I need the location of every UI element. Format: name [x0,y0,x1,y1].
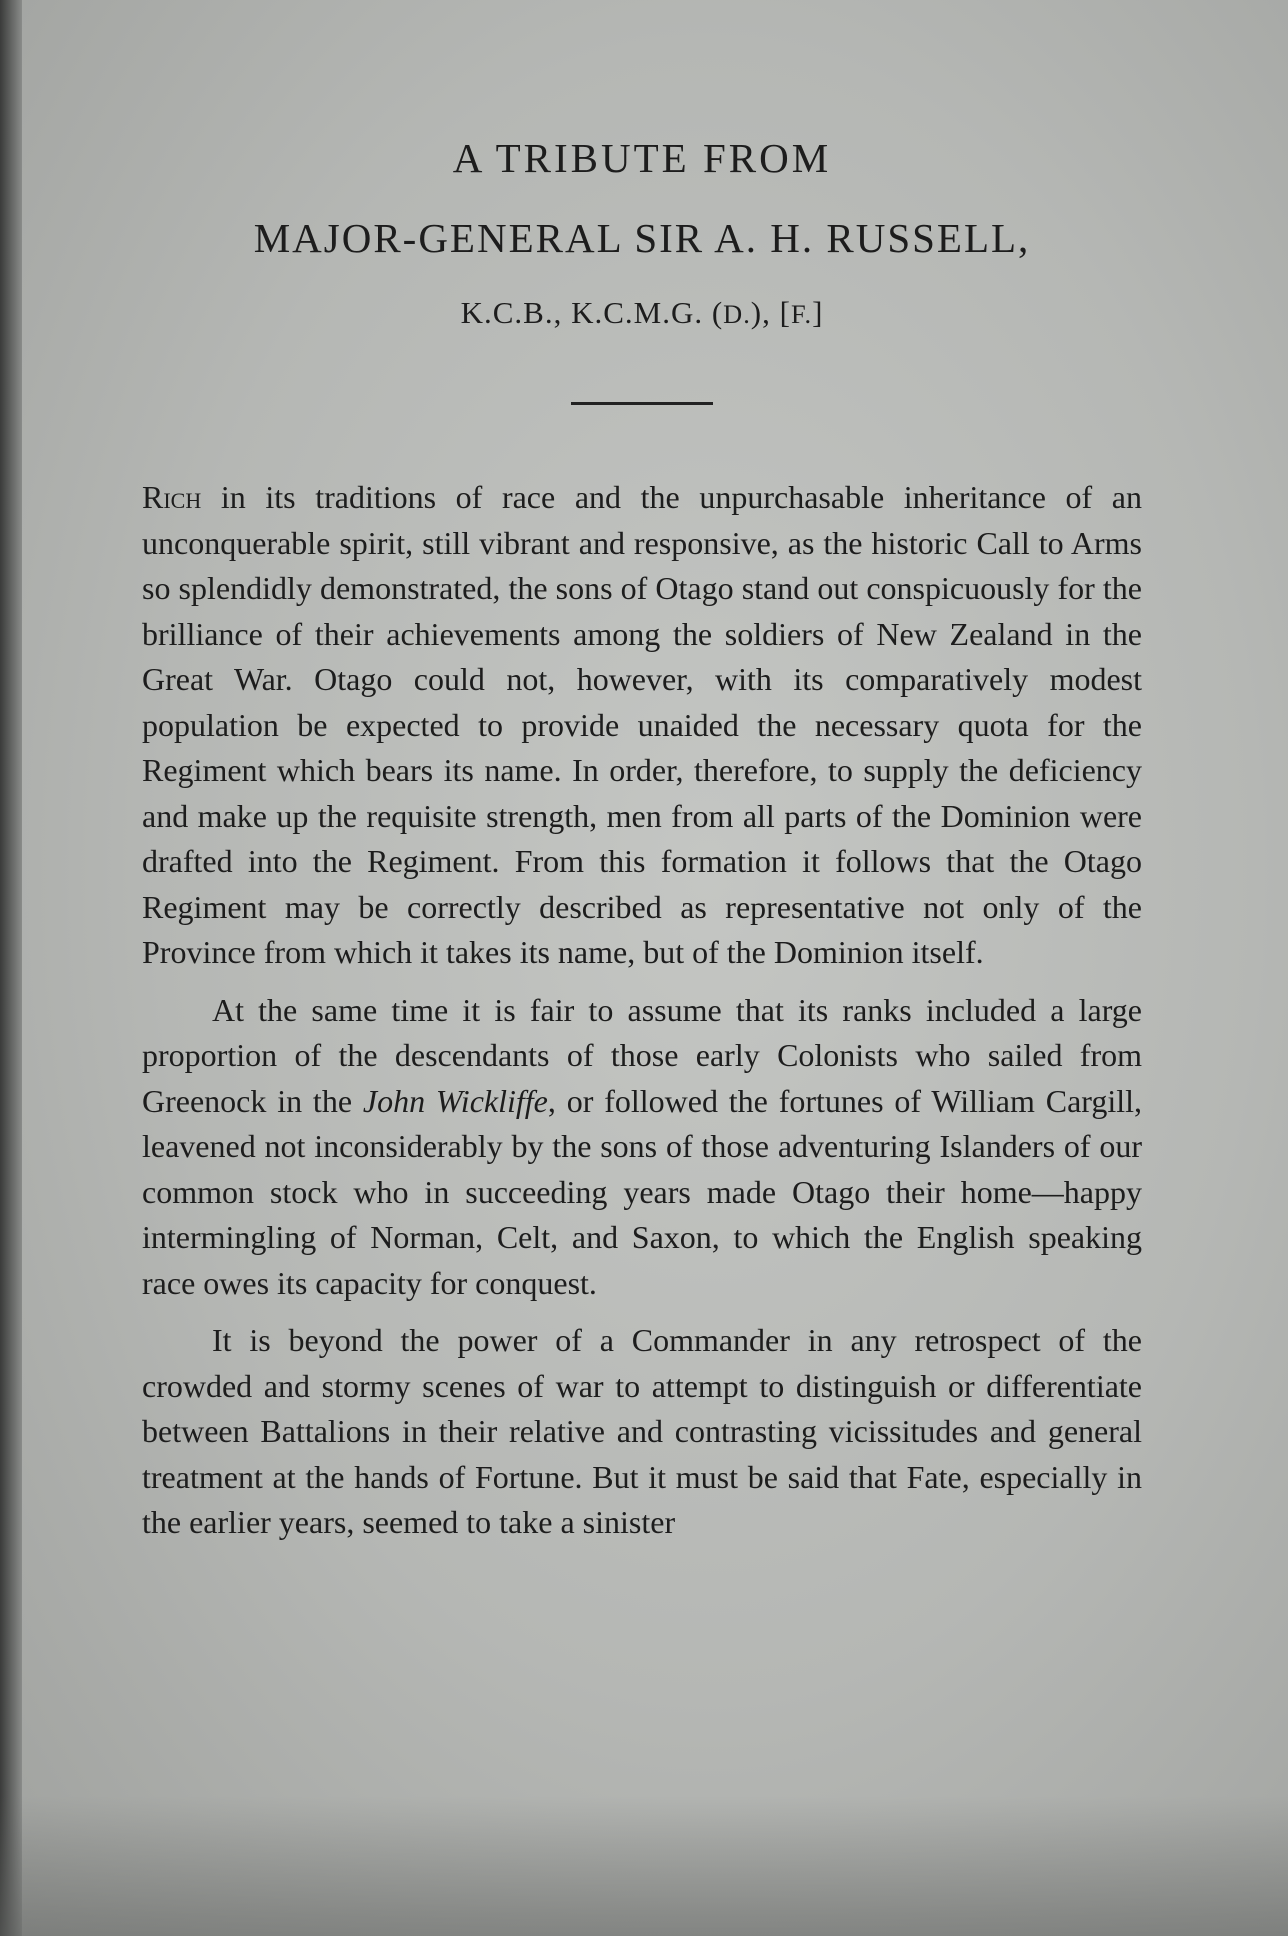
paragraph-2-text-a: At the same time it is fair to assume that its ranks included a large proportion of the descendants of those early Colonists who sailed from Greenock in the [142,991,1142,1119]
page-gutter-shadow [0,0,22,1936]
title-line-2: MAJOR-GENERAL SIR A. H. RUSSELL, [253,215,1031,261]
paragraph-2-text-b: , or followed the fortunes of William Cargill, leavened not inconsiderably by the sons of those adventuring Islanders of our common stock who in succeeding years made Otago their home—happy intermingling of Norman, Celt, and Saxon, to which the English speaking race owes its capacity for conquest. [142,1082,1143,1301]
opening-word: Rich [142,479,202,515]
title-line-1: A TRIBUTE FROM [452,135,832,181]
page-bottom-shadow [0,1796,1288,1936]
honours-d: D. [723,300,751,329]
honours-f: F. [790,300,813,329]
ship-name: John Wickliffe [362,1082,548,1119]
honours-line [142,288,1142,340]
paragraph-1-text: in its traditions of race and the unpurchasable inheritance of an unconquerable spirit, still vibrant and responsive, as the historic Call to Arms so splendidly demonstrated, the sons of Otago stand out conspicuously for the brilliance of their achievements among the soldiers of New Zealand in the Great War. Otago could not, however, with its comparatively modest population be expected to provide unaided the necessary quota for the Regiment which bears its name. In order, therefore, to supply the deficiency and make up the requisite strength, men from all parts of the Dominion were drafted into the Regiment. From this formation it follows that the Otago Regiment may be correctly described as representative not only of the Province from which it takes its name, but of the Dominion itself. [142,479,1142,970]
page-content [142,118,1142,1558]
paragraph-2 [142,988,1142,1307]
honours-text: K.C.B., K.C.M.G. ( [460,295,724,330]
section-divider [571,402,713,405]
paragraph-3 [142,1318,1142,1546]
paragraph-1 [142,475,1142,976]
paragraph-3-text: It is beyond the power of a Commander in any retrospect of the crowded and stormy scenes of war to attempt to distinguish or differentiate between Battalions in their relative and contrasting vicissitudes and general treatment at the hands of Fortune. But it must be said that Fate, especially in the earlier years, seemed to take a sinister [142,1322,1142,1540]
honours-close: ] [812,295,824,330]
honours-mid: ), [ [750,295,791,330]
tribute-body [142,475,1142,1546]
